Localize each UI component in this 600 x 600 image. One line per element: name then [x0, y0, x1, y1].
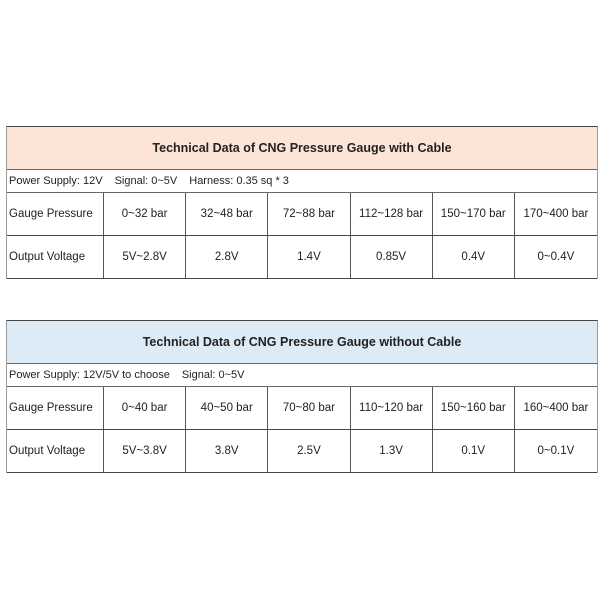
table-cell: 0.85V	[351, 236, 433, 278]
row-label: Gauge Pressure	[7, 387, 104, 429]
table-cell: 0~40 bar	[104, 387, 186, 429]
table-cell: 112~128 bar	[351, 193, 433, 235]
table-cell: 110~120 bar	[351, 387, 433, 429]
info-item: Power Supply: 12V/5V to choose	[9, 369, 170, 381]
table-cell: 0~0.4V	[537, 251, 575, 263]
table-cell: 3.8V	[186, 430, 268, 472]
table-title: Technical Data of CNG Pressure Gauge with Cable	[7, 127, 597, 170]
table-title: Technical Data of CNG Pressure Gauge without Cable	[7, 321, 597, 364]
table-cell: 0.1V	[433, 430, 515, 472]
info-row	[7, 170, 597, 193]
table-cell: 1.3V	[351, 430, 433, 472]
table-cell: 5V~2.8V	[104, 236, 186, 278]
table-cell: 150~160 bar	[433, 387, 515, 429]
table-cell: 0~32 bar	[104, 193, 186, 235]
info-item: Power Supply: 12V	[9, 175, 103, 187]
table-with-cable	[6, 126, 598, 279]
table-cell: 32~48 bar	[186, 193, 268, 235]
row-label: Output Voltage	[7, 430, 104, 472]
table-cell: 0.4V	[433, 236, 515, 278]
table-cell: 40~50 bar	[186, 387, 268, 429]
table-cell: 170~400 bar	[523, 208, 589, 220]
info-row	[7, 364, 597, 387]
table-cell: 0~0.1V	[537, 445, 575, 457]
table-cell: 2.8V	[186, 236, 268, 278]
table-cell: 72~88 bar	[268, 193, 350, 235]
table-cell: 160~400 bar	[523, 402, 589, 414]
table-cell: 2.5V	[268, 430, 350, 472]
table-cell: 70~80 bar	[268, 387, 350, 429]
table-row	[7, 387, 597, 430]
table-row	[7, 236, 597, 279]
table-cell: 1.4V	[268, 236, 350, 278]
info-item: Signal: 0~5V	[114, 175, 178, 187]
row-label: Gauge Pressure	[7, 193, 104, 235]
row-label: Output Voltage	[7, 236, 104, 278]
info-item: Signal: 0~5V	[181, 369, 245, 381]
table-row	[7, 430, 597, 473]
table-cell: 5V~3.8V	[104, 430, 186, 472]
info-item: Harness: 0.35 sq * 3	[189, 175, 289, 187]
table-without-cable	[6, 320, 598, 473]
table-row	[7, 193, 597, 236]
table-cell: 150~170 bar	[433, 193, 515, 235]
